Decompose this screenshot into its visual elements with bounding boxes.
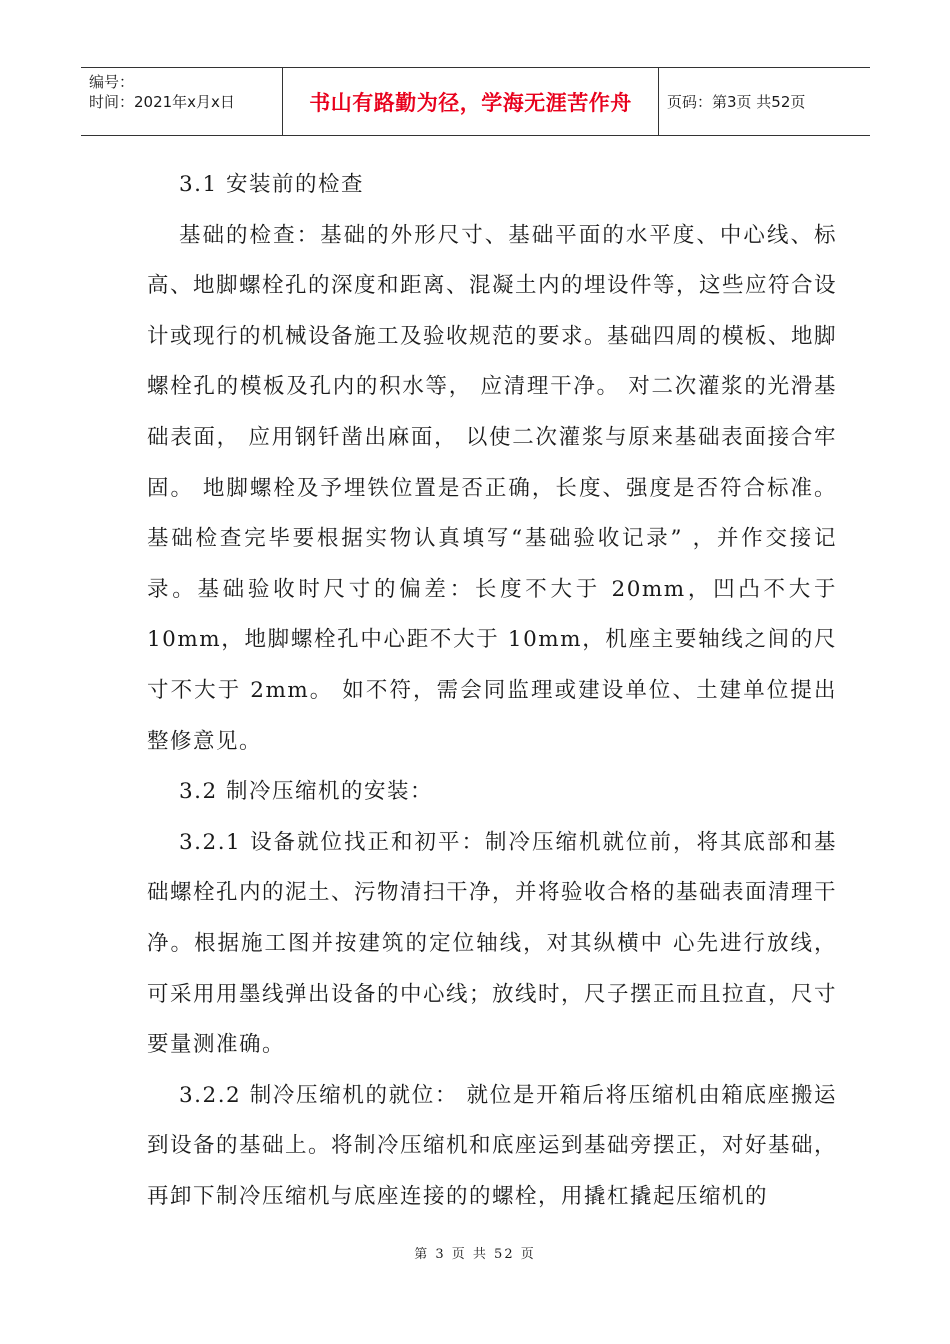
section-heading-3-1: 3.1 安装前的检查 — [179, 172, 365, 197]
header-meta-cell — [81, 68, 283, 135]
paragraph-3-2-2: 3.2.2 制冷压缩机的就位： 就位是开箱后将压缩机由箱底座搬运到设备的基础上。将制冷压缩机和底座运到基础旁摆正，对好基础，再卸下制冷压缩机与底座连接的的螺栓，用撬杠撬起压缩机的 — [147, 1082, 838, 1209]
section-heading-3-2: 3.2 制冷压缩机的安装： — [179, 779, 434, 805]
header-page-cell — [659, 68, 870, 135]
document-number-label: 编号： — [89, 73, 135, 91]
paragraph-foundation-inspection: 基础的检查：基础的外形尺寸、基础平面的水平度、中心线、标高、地脚螺栓孔的深度和距离、混凝土内的埋设件等，这些应符合设计或现行的机械设备施工及验收规范的要求。基础四周的模板、地脚螺栓孔的模板及孔内的积水等， 应清理干净。 对二次灌浆的光滑基础表面， 应用钢钎凿出麻面， 以使二次灌浆与原来基础表面接合牢固。 地脚螺栓及予埋铁位置是否正确，长度、强度是否符合标准。基础检查完毕要根据实物认真填写“基础验收记录” ，并作交接记录。基础验收时尺寸的偏差：长度不大于 20mm，凹凸不大于 10mm，地脚螺栓孔中心距不大于 10mm，机座主要轴线之间的尺寸不大于 2mm。 如不符，需会同监理或建设单位、土建单位提出整修意见。 — [147, 222, 838, 754]
document-header — [81, 67, 870, 136]
header-slogan: 书山有路勤为径，学海无涯苦作舟 — [309, 90, 632, 115]
header-page-label: 页码：第3页 共52页 — [667, 93, 806, 111]
header-slogan-cell — [283, 68, 659, 135]
page-footer: 第 3 页 共 52 页 — [414, 1247, 536, 1262]
paragraph-3-2-1: 3.2.1 设备就位找正和初平：制冷压缩机就位前，将其底部和基础螺栓孔内的泥土、污物清扫干净，并将验收合格的基础表面清理干净。根据施工图并按建筑的定位轴线，对其纵横中 心先进行放线，可采用用墨线弹出设备的中心线；放线时，尺子摆正而且拉直，尺寸要量测准确。 — [147, 829, 838, 1058]
document-body — [147, 160, 837, 1222]
document-date-label: 时间：2021年x月x日 — [89, 93, 235, 111]
